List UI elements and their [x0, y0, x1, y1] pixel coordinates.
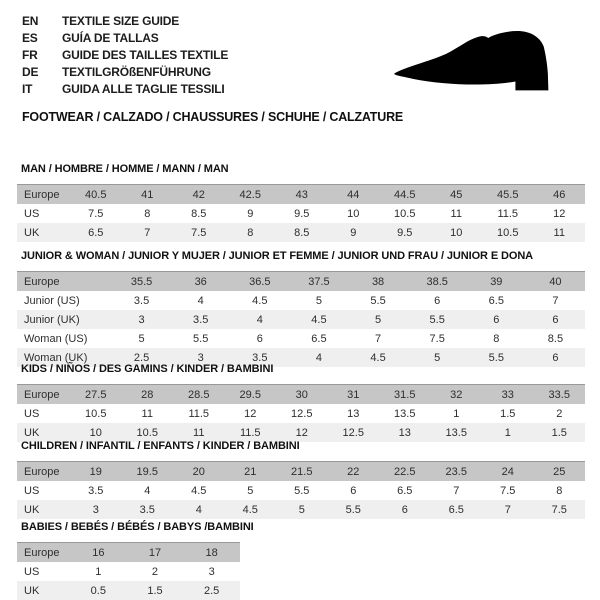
size-cell: 23.5	[445, 465, 467, 478]
size-cell: 3	[197, 351, 204, 364]
footwear-heading: FOOTWEAR / CALZADO / CHAUSSURES / SCHUHE / CALZATURE	[22, 110, 404, 124]
size-cell: 5	[138, 332, 145, 345]
size-cell: 7.5	[429, 332, 445, 345]
language-row-es	[22, 30, 228, 47]
size-cell: 3.5	[133, 294, 150, 307]
language-label: TEXTILGRÖßENFÜHRUNG	[62, 65, 211, 79]
section-man	[17, 163, 585, 242]
language-label: GUIDA ALLE TAGLIE TESSILI	[62, 82, 225, 96]
size-cell: 10.5	[136, 426, 158, 439]
row-label: UK	[24, 226, 40, 239]
size-cell: 42.5	[239, 188, 261, 201]
kids-row	[17, 404, 585, 423]
size-cell: 36.5	[249, 275, 271, 288]
size-cell: 6.5	[88, 226, 104, 239]
size-table-children	[17, 461, 585, 519]
size-cell: 46	[553, 188, 566, 201]
size-cell: 11.5	[497, 207, 519, 220]
size-cell: 7	[504, 503, 511, 516]
size-cell: 11	[193, 426, 205, 439]
size-cell: 8.5	[294, 226, 310, 239]
size-cell: 18	[205, 546, 218, 559]
section-babies	[17, 521, 585, 600]
size-cell: 31.5	[394, 388, 416, 401]
size-cell: 8	[556, 484, 563, 497]
section-children	[17, 440, 585, 519]
size-cell: 10.5	[85, 407, 107, 420]
size-cell: 22.5	[394, 465, 416, 478]
size-table-junior-woman	[17, 271, 585, 367]
size-cell: 3.5	[252, 351, 268, 364]
size-cell: 4.5	[370, 351, 386, 364]
size-cell: 1.5	[551, 426, 567, 439]
language-row-fr	[22, 47, 228, 64]
kids-row	[17, 385, 585, 405]
size-cell: 11.5	[188, 407, 210, 420]
size-cell: 6	[552, 351, 559, 364]
size-cell: 5.5	[370, 294, 386, 307]
size-cell: 5	[315, 294, 322, 307]
size-cell: 39	[490, 275, 503, 288]
section-title-babies: BABIES / BEBÉS / BÉBÉS / BABYS /BAMBINI	[21, 521, 254, 533]
size-cell: 3	[208, 565, 215, 578]
size-cell: 40	[549, 275, 562, 288]
size-cell: 13	[347, 407, 360, 420]
size-cell: 5.5	[345, 503, 361, 516]
language-code: DE	[22, 65, 39, 79]
size-cell: 32	[450, 388, 463, 401]
size-cell: 8	[493, 332, 500, 345]
size-cell: 1	[95, 565, 102, 578]
children-row	[17, 462, 585, 482]
size-cell: 8.5	[191, 207, 207, 220]
size-cell: 3.5	[139, 503, 155, 516]
row-label: US	[24, 407, 40, 420]
size-cell: 5.5	[429, 313, 445, 326]
size-cell: 1	[453, 407, 460, 420]
size-cell: 6.5	[448, 503, 464, 516]
size-table-kids	[17, 384, 585, 442]
size-cell: 19	[89, 465, 102, 478]
size-cell: 5.5	[193, 332, 209, 345]
size-cell: 7.5	[500, 484, 516, 497]
size-cell: 3.5	[193, 313, 209, 326]
row-label: Europe	[24, 388, 60, 401]
row-label: UK	[24, 584, 40, 597]
size-cell: 6	[256, 332, 263, 345]
size-cell: 5	[247, 484, 254, 497]
size-cell: 3	[138, 313, 145, 326]
language-list	[22, 13, 228, 98]
size-cell: 10.5	[497, 226, 519, 239]
size-cell: 25	[553, 465, 566, 478]
size-cell: 38	[371, 275, 385, 288]
language-label: TEXTILE SIZE GUIDE	[62, 14, 180, 28]
babies-row	[17, 543, 240, 563]
size-cell: 29.5	[239, 388, 261, 401]
size-cell: 3	[92, 503, 99, 516]
size-cell: 1.5	[500, 407, 516, 420]
size-cell: 6	[434, 294, 441, 307]
section-title-kids: KIDS / NIÑOS / DES GAMINS / KINDER / BAMBINI	[21, 363, 274, 375]
row-label: Europe	[24, 275, 60, 288]
size-cell: 5	[434, 351, 441, 364]
size-cell: 13	[398, 426, 411, 439]
babies-row	[17, 581, 240, 600]
language-code: FR	[22, 48, 38, 62]
size-cell: 6.5	[397, 484, 413, 497]
row-label: US	[24, 207, 40, 220]
size-cell: 41	[141, 188, 154, 201]
size-cell: 24	[501, 465, 514, 478]
section-title-junior-woman: JUNIOR & WOMAN / JUNIOR Y MUJER / JUNIOR ET FEMME / JUNIOR UND FRAU / JUNIOR E DONA	[21, 250, 534, 262]
size-cell: 4	[256, 313, 263, 326]
junior-woman-row	[17, 272, 585, 292]
size-cell: 5.5	[294, 484, 310, 497]
size-cell: 11.5	[239, 426, 261, 439]
row-label: Junior (UK)	[24, 313, 80, 326]
size-cell: 9.5	[294, 207, 310, 220]
size-cell: 27.5	[85, 388, 107, 401]
size-cell: 10	[347, 207, 360, 220]
size-cell: 4	[315, 351, 322, 364]
man-row	[17, 223, 585, 242]
size-cell: 4.5	[242, 503, 258, 516]
children-row	[17, 500, 585, 519]
size-cell: 45	[450, 188, 463, 201]
size-cell: 28.5	[188, 388, 210, 401]
size-cell: 13.5	[445, 426, 467, 439]
row-label: Europe	[24, 188, 60, 201]
size-cell: 6	[552, 313, 559, 326]
size-cell: 5.5	[488, 351, 504, 364]
size-cell: 7.5	[191, 226, 207, 239]
dress-shoe-icon	[392, 22, 574, 98]
section-title-man: MAN / HOMBRE / HOMME / MANN / MAN	[21, 163, 229, 175]
junior-woman-row	[17, 329, 585, 348]
row-label: Junior (US)	[24, 294, 80, 307]
size-cell: 7	[375, 332, 382, 345]
size-cell: 5	[298, 503, 305, 516]
size-cell: 11	[141, 407, 153, 420]
row-label: Woman (UK)	[24, 351, 88, 364]
size-cell: 12	[244, 407, 257, 420]
size-cell: 37.5	[308, 275, 330, 288]
size-cell: 8	[247, 226, 254, 239]
size-cell: 44.5	[394, 188, 416, 201]
language-row-de	[22, 64, 228, 81]
size-cell: 4.5	[191, 484, 207, 497]
size-cell: 3.5	[88, 484, 104, 497]
junior-woman-row	[17, 310, 585, 329]
size-cell: 8	[144, 207, 151, 220]
size-cell: 10.5	[394, 207, 416, 220]
size-cell: 1	[504, 426, 511, 439]
junior-woman-row	[17, 291, 585, 310]
man-row	[17, 185, 585, 205]
size-cell: 40.5	[85, 188, 107, 201]
size-cell: 0.5	[90, 584, 106, 597]
size-cell: 33.5	[548, 388, 570, 401]
size-table-man	[17, 184, 585, 242]
size-cell: 9	[350, 226, 357, 239]
size-cell: 7	[453, 484, 460, 497]
size-cell: 7.5	[88, 207, 104, 220]
size-cell: 4	[144, 484, 151, 497]
section-junior-woman	[17, 250, 585, 367]
language-code: EN	[22, 14, 39, 28]
size-cell: 21.5	[291, 465, 313, 478]
size-cell: 8.5	[547, 332, 564, 345]
size-cell: 10	[89, 426, 102, 439]
size-cell: 17	[148, 546, 162, 559]
size-cell: 45.5	[497, 188, 519, 201]
size-cell: 22	[347, 465, 360, 478]
size-cell: 4.5	[252, 294, 268, 307]
size-cell: 6.5	[488, 294, 504, 307]
size-cell: 4.5	[311, 313, 327, 326]
size-cell: 1.5	[147, 584, 163, 597]
section-title-children: CHILDREN / INFANTIL / ENFANTS / KINDER / BAMBINI	[21, 440, 300, 452]
language-code: IT	[22, 82, 33, 96]
children-row	[17, 481, 585, 500]
size-cell: 4	[195, 503, 202, 516]
size-cell: 43	[295, 188, 308, 201]
size-cell: 11	[450, 207, 462, 220]
size-cell: 12.5	[342, 426, 364, 439]
section-kids	[17, 363, 585, 442]
language-row-en	[22, 13, 228, 30]
babies-row	[17, 562, 240, 581]
language-label: GUIDE DES TAILLES TEXTILE	[62, 48, 229, 62]
size-cell: 2.5	[204, 584, 220, 597]
size-cell: 21	[244, 465, 257, 478]
size-cell: 7.5	[551, 503, 567, 516]
size-cell: 16	[92, 546, 105, 559]
size-cell: 9.5	[397, 226, 413, 239]
size-cell: 20	[192, 465, 205, 478]
row-label: Europe	[24, 546, 60, 559]
row-label: Woman (US)	[24, 332, 88, 345]
language-code: ES	[22, 31, 38, 45]
size-cell: 13.5	[394, 407, 416, 420]
size-cell: 28	[141, 388, 154, 401]
row-label: US	[24, 565, 40, 578]
language-label: GUÍA DE TALLAS	[62, 31, 159, 45]
size-cell: 36	[194, 275, 207, 288]
size-cell: 11	[553, 226, 565, 239]
size-cell: 2.5	[133, 351, 150, 364]
row-label: Europe	[24, 465, 60, 478]
size-cell: 7	[552, 294, 559, 307]
row-label: UK	[24, 426, 40, 439]
size-cell: 2	[556, 407, 563, 420]
row-label: US	[24, 484, 40, 497]
size-table-babies	[17, 542, 240, 600]
language-row-it	[22, 81, 228, 98]
size-cell: 30	[295, 388, 308, 401]
size-cell: 2	[151, 565, 159, 578]
size-cell: 42	[192, 188, 205, 201]
row-label: UK	[24, 503, 40, 516]
size-cell: 12	[553, 207, 566, 220]
size-cell: 6	[493, 313, 500, 326]
size-cell: 44	[347, 188, 360, 201]
size-cell: 6	[350, 484, 357, 497]
size-cell: 6.5	[311, 332, 327, 345]
size-cell: 6	[401, 503, 408, 516]
size-cell: 7	[144, 226, 151, 239]
size-cell: 12	[295, 426, 308, 439]
size-cell: 31	[347, 388, 360, 401]
size-cell: 12.5	[291, 407, 313, 420]
size-cell: 19.5	[136, 465, 158, 478]
size-cell: 38.5	[426, 275, 448, 288]
size-cell: 4	[197, 294, 204, 307]
size-cell: 5	[375, 313, 382, 326]
size-cell: 33	[501, 388, 514, 401]
size-cell: 35.5	[130, 275, 153, 288]
man-row	[17, 204, 585, 223]
size-cell: 9	[247, 207, 254, 220]
size-cell: 10	[450, 226, 463, 239]
